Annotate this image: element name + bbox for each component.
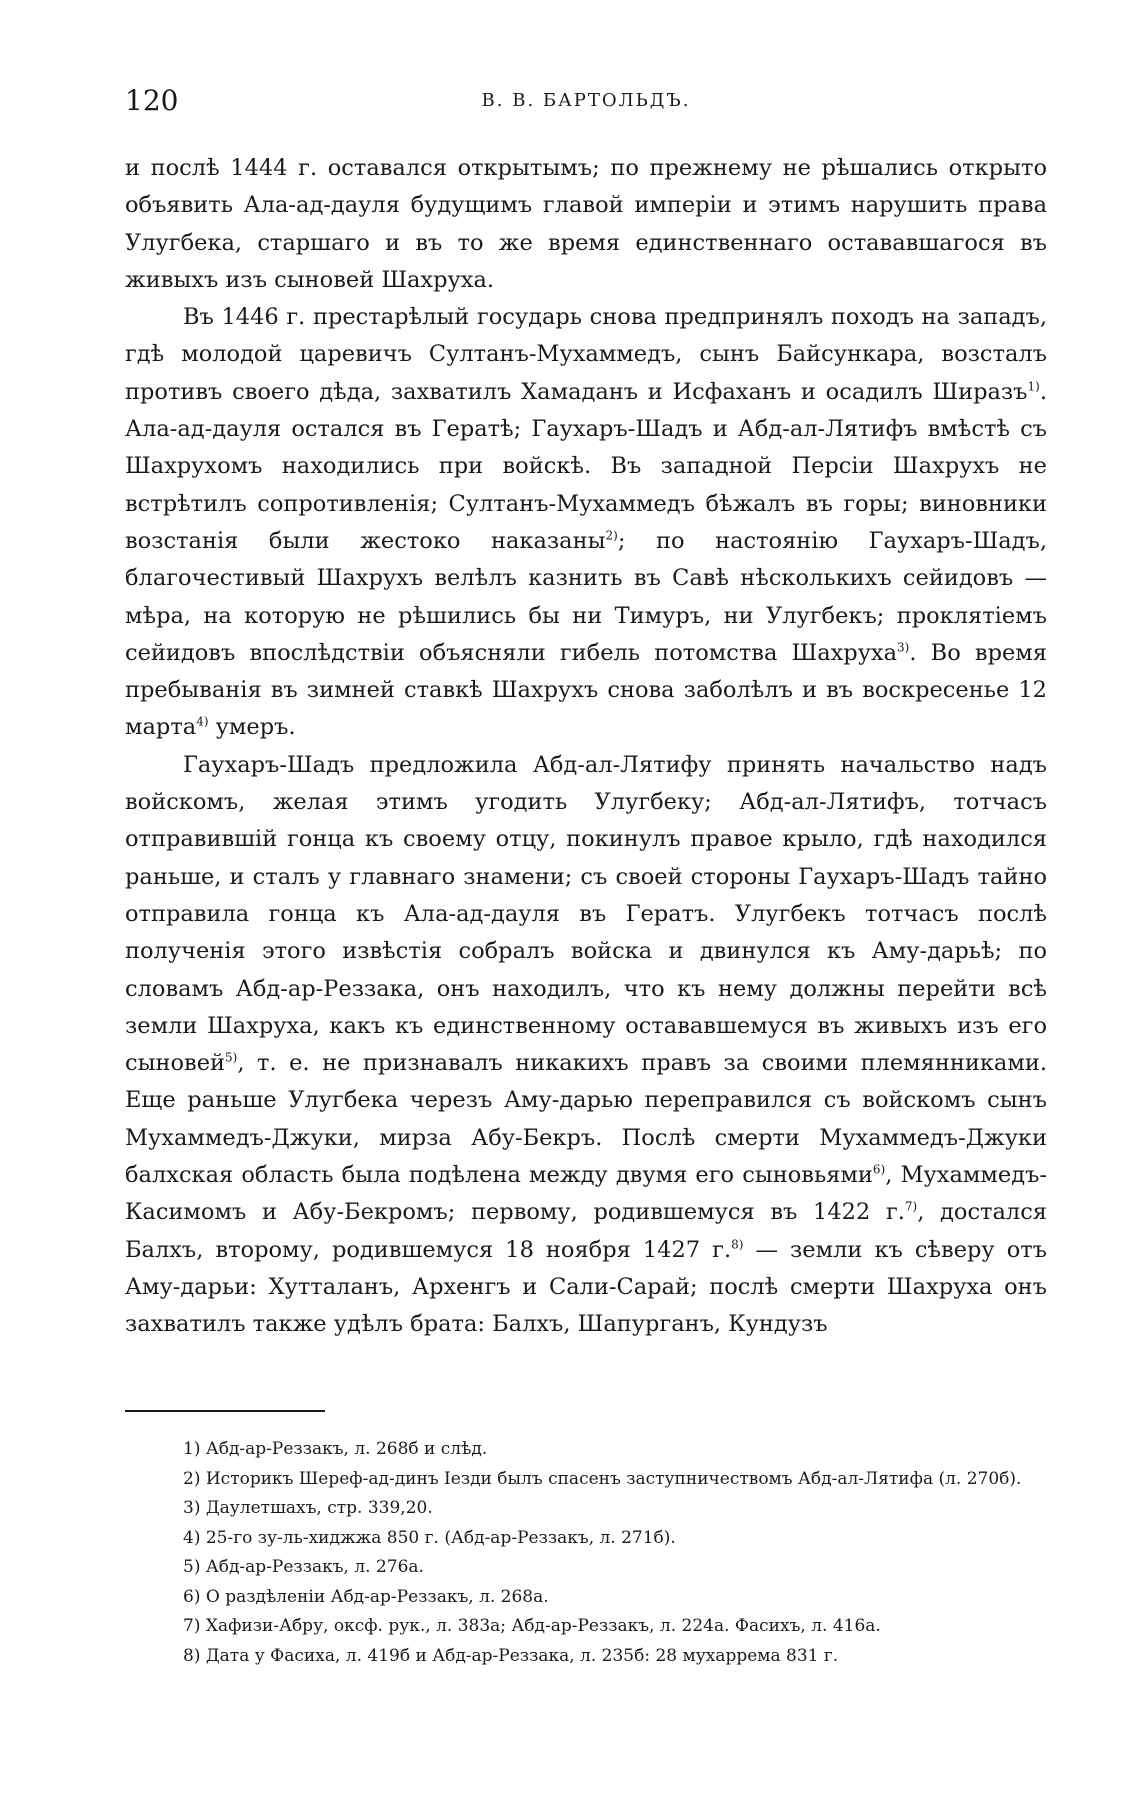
footnote-ref: 7) <box>904 1199 918 1214</box>
footnotes <box>125 1435 1047 1671</box>
footnote-ref: 4) <box>196 714 209 729</box>
footnote-ref: 2) <box>605 528 618 543</box>
footnote-3: 3) Даулетшахъ, стр. 339,20. <box>183 1498 433 1518</box>
footnote-ref: 8) <box>731 1237 744 1252</box>
text-run: , т. е. не признавалъ никакихъ правъ за своими племянниками. Еще раньше Улугбека черезъ Аму-дарью переправился съ войскомъ сынъ Мухаммедъ-Джуки, мирза Абу-Бекръ. Послѣ смерти Мухаммедъ-Джуки балхская область была подѣлена между двумя его сыновьями <box>125 1050 1047 1189</box>
footnote-4: 4) 25-го зу-ль-хиджжа 850 г. (Абд-ар-Реззакъ, л. 271б). <box>183 1527 676 1548</box>
footnote-separator <box>125 1410 325 1412</box>
page-number: 120 <box>125 84 179 117</box>
footnote-2: 2) Историкъ Шереф-ад-динъ Іезди былъ спасенъ заступничествомъ Абд-ал-Лятифа (л. 270б). <box>183 1468 1022 1489</box>
text-run: , Мухаммедъ-Касимомъ и Абу-Бекромъ; первому, родившемуся въ 1422 г. <box>125 1162 1047 1226</box>
main-text <box>125 150 1047 1344</box>
running-head: В. В. БАРТОЛЬДЪ. <box>481 90 691 111</box>
footnote-ref: 3) <box>897 640 910 655</box>
footnote-5: 5) Абд-ар-Реззакъ, л. 276а. <box>183 1557 424 1577</box>
text-run: , достался Балхъ, второму, родившемуся 18 ноября 1427 г. <box>125 1199 1047 1263</box>
text-run: — земли къ сѣверу отъ Аму-дарьи: Хутталанъ, Архенгъ и Сали-Сарай; послѣ смерти Шахруха онъ захватилъ также удѣлъ брата: Балхъ, Шапурганъ, Кундузъ <box>125 1236 1048 1338</box>
text-run: Въ 1446 г. престарѣлый государь снова предпринялъ походъ на западъ, гдѣ молодой царевичъ Султанъ-Мухаммедъ, сынъ Байсункара, возсталъ противъ своего дѣда, захватилъ Хамаданъ и Исфаханъ и осадилъ Ширазъ <box>125 304 1047 405</box>
paragraph-2 <box>125 299 1047 747</box>
paragraph-1: и послѣ 1444 г. оставался открытымъ; по прежнему не рѣшались открыто объявить Ала-ад-дауля будущимъ главой имперіи и этимъ нарушить права Улугбека, старшаго и въ то же время единственнаго остававшагося въ живыхъ изъ сыновей Шахруха. <box>125 155 1047 293</box>
text-run: . Во время пребыванія въ зимней ставкѣ Шахрухъ снова заболѣлъ и въ воскресенье 12 марта <box>125 639 1047 741</box>
footnote-ref: 5) <box>225 1050 238 1065</box>
footnote-1: 1) Абд-ар-Реззакъ, л. 268б и слѣд. <box>183 1439 488 1459</box>
footnote-ref: 1) <box>1027 379 1040 394</box>
page-header <box>125 84 1047 124</box>
footnote-7: 7) Хафизи-Абру, оксф. рук., л. 383а; Абд-ар-Реззакъ, л. 224а. Фасихъ, л. 416а. <box>183 1616 881 1636</box>
paragraph-3 <box>125 747 1047 1344</box>
text-run: умеръ. <box>208 714 296 741</box>
text-run: ; по настоянію Гаухаръ-Шадъ, благочестивый Шахрухъ велѣлъ казнить въ Савѣ нѣсколькихъ сейидовъ — мѣра, на которую не рѣшились бы ни Тимуръ, ни Улугбекъ; проклятіемъ сейидовъ впослѣдствіи объясняли гибель потомства Шахруха <box>125 527 1047 666</box>
footnote-6: 6) О раздѣленіи Абд-ар-Реззакъ, л. 268а. <box>183 1586 549 1607</box>
footnote-8: 8) Дата у Фасиха, л. 419б и Абд-ар-Реззака, л. 235б: 28 мухаррема 831 г. <box>183 1645 839 1666</box>
text-run: Гаухаръ-Шадъ предложила Абд-ал-Лятифу принять начальство надъ войскомъ, желая этимъ угодить Улугбеку; Абд-ал-Лятифъ, тотчасъ отправившій гонца къ своему отцу, покинулъ правое крыло, гдѣ находился раньше, и сталъ у главнаго знамени; съ своей стороны Гаухаръ-Шадъ тайно отправила гонца къ Ала-ад-дауля въ Гератъ. Улугбекъ тотчасъ послѣ полученія этого извѣстія собралъ войска и двинулся къ Аму-дарьѣ; по словамъ Абд-ар-Реззака, онъ находилъ, что къ нему должны перейти всѣ земли Шахруха, какъ къ единственному остававшемуся въ живыхъ изъ его сыновей <box>125 751 1047 1077</box>
text-run: . Ала-ад-дауля остался въ Гератѣ; Гаухаръ-Шадъ и Абд-ал-Лятифъ вмѣстѣ съ Шахрухомъ находились при войскѣ. Въ западной Персіи Шахрухъ не встрѣтилъ сопротивленія; Султанъ-Мухаммедъ бѣжалъ въ горы; виновники возстанія были жестоко наказаны <box>125 378 1047 554</box>
footnote-ref: 6) <box>872 1162 886 1177</box>
